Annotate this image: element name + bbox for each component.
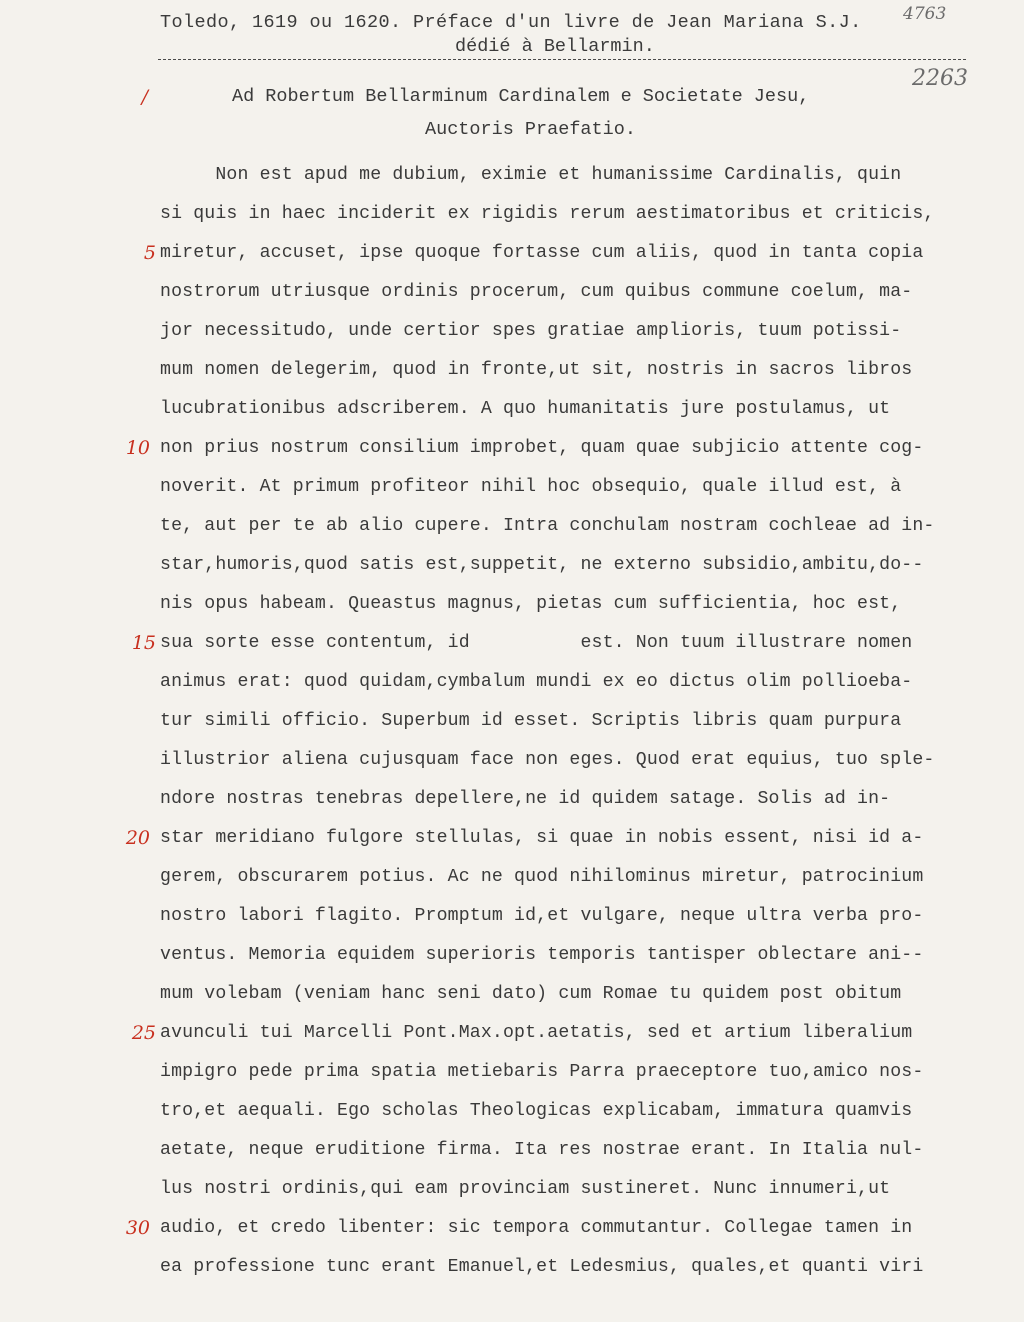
text-line: avunculi tui Marcelli Pont.Max.opt.aetatis, sed et artium liberalium xyxy=(160,1023,913,1043)
margin-mark-30: 30 xyxy=(125,1217,150,1239)
text-line: tur simili officio. Superbum id esset. Scriptis libris quam purpura xyxy=(160,711,902,731)
text-line: nostrorum utriusque ordinis procerum, cum quibus commune coelum, ma- xyxy=(160,282,913,302)
text-line: te, aut per te ab alio cupere. Intra conchulam nostram cochleae ad in- xyxy=(160,516,935,536)
margin-mark-25: 25 xyxy=(131,1022,156,1044)
text-line: mum volebam (veniam hanc seni dato) cum Romae tu quidem post obitum xyxy=(160,984,902,1004)
text-line: star meridiano fulgore stellulas, si quae in nobis essent, nisi id a- xyxy=(160,828,924,848)
text-line: non prius nostrum consilium improbet, quam quae subjicio attente cog- xyxy=(160,438,924,458)
text-line: animus erat: quod quidam,cymbalum mundi ex eo dictus olim pollioeba- xyxy=(160,672,913,692)
text-line: gerem, obscurarem potius. Ac ne quod nihilominus miretur, patrocinium xyxy=(160,867,924,887)
text-line: star,humoris,quod satis est,suppetit, ne externo subsidio,ambitu,do-- xyxy=(160,555,924,575)
pencil-number-side: 2263 xyxy=(912,66,968,91)
margin-mark-10: 10 xyxy=(125,437,150,459)
header-line-2: dédié à Bellarmin. xyxy=(455,36,655,57)
text-line: si quis in haec inciderit ex rigidis rerum aestimatoribus et criticis, xyxy=(160,204,935,224)
text-line: lus nostri ordinis,qui eam provinciam sustineret. Nunc innumeri,ut xyxy=(160,1179,891,1199)
text-line: nostro labori flagito. Promptum id,et vulgare, neque ultra verba pro- xyxy=(160,906,924,926)
title-line-2: Auctoris Praefatio. xyxy=(425,119,636,140)
text-line: mum nomen delegerim, quod in fronte,ut sit, nostris in sacros libros xyxy=(160,360,913,380)
text-line: ndore nostras tenebras depellere,ne id quidem satage. Solis ad in- xyxy=(160,789,891,809)
header-line-1: Toledo, 1619 ou 1620. Préface d'un livre de Jean Mariana S.J. xyxy=(160,12,862,33)
text-line: audio, et credo libenter: sic tempora commutantur. Collegae tamen in xyxy=(160,1218,913,1238)
title-line-1: Ad Robertum Bellarminum Cardinalem e Societate Jesu, xyxy=(232,86,810,107)
text-line: miretur, accuset, ipse quoque fortasse cum aliis, quod in tanta copia xyxy=(160,243,924,263)
margin-mark-15: 15 xyxy=(131,632,156,654)
text-line: aetate, neque eruditione firma. Ita res nostrae erant. In Italia nul- xyxy=(160,1140,924,1160)
text-line: lucubrationibus adscriberem. A quo humanitatis jure postulamus, ut xyxy=(160,399,891,419)
text-line: illustrior aliena cujusquam face non eges. Quod erat equius, tuo sple- xyxy=(160,750,935,770)
pencil-number-top: 4763 xyxy=(903,4,947,24)
text-line: nis opus habeam. Queastus magnus, pietas cum sufficientia, hoc est, xyxy=(160,594,902,614)
text-line: Non est apud me dubium, eximie et humanissime Cardinalis, quin xyxy=(160,165,902,185)
text-line: ventus. Memoria equidem superioris temporis tantisper oblectare ani-- xyxy=(160,945,924,965)
body-text xyxy=(160,164,1000,1295)
text-line: impigro pede prima spatia metiebaris Parra praeceptore tuo,amico nos- xyxy=(160,1062,924,1082)
margin-mark-20: 20 xyxy=(125,827,150,849)
text-line: ea professione tunc erant Emanuel,et Ledesmius, quales,et quanti viri xyxy=(160,1257,924,1277)
margin-mark-5: 5 xyxy=(143,242,156,264)
text-line: jor necessitudo, unde certior spes gratiae amplioris, tuum potissi- xyxy=(160,321,902,341)
text-line: noverit. At primum profiteor nihil hoc obsequio, quale illud est, à xyxy=(160,477,902,497)
dashed-rule xyxy=(158,59,966,60)
text-line: tro,et aequali. Ego scholas Theologicas explicabam, immatura quamvis xyxy=(160,1101,913,1121)
margin-mark-1: / xyxy=(141,86,148,108)
text-line: sua sorte esse contentum, id est. Non tuum illustrare nomen xyxy=(160,633,913,653)
